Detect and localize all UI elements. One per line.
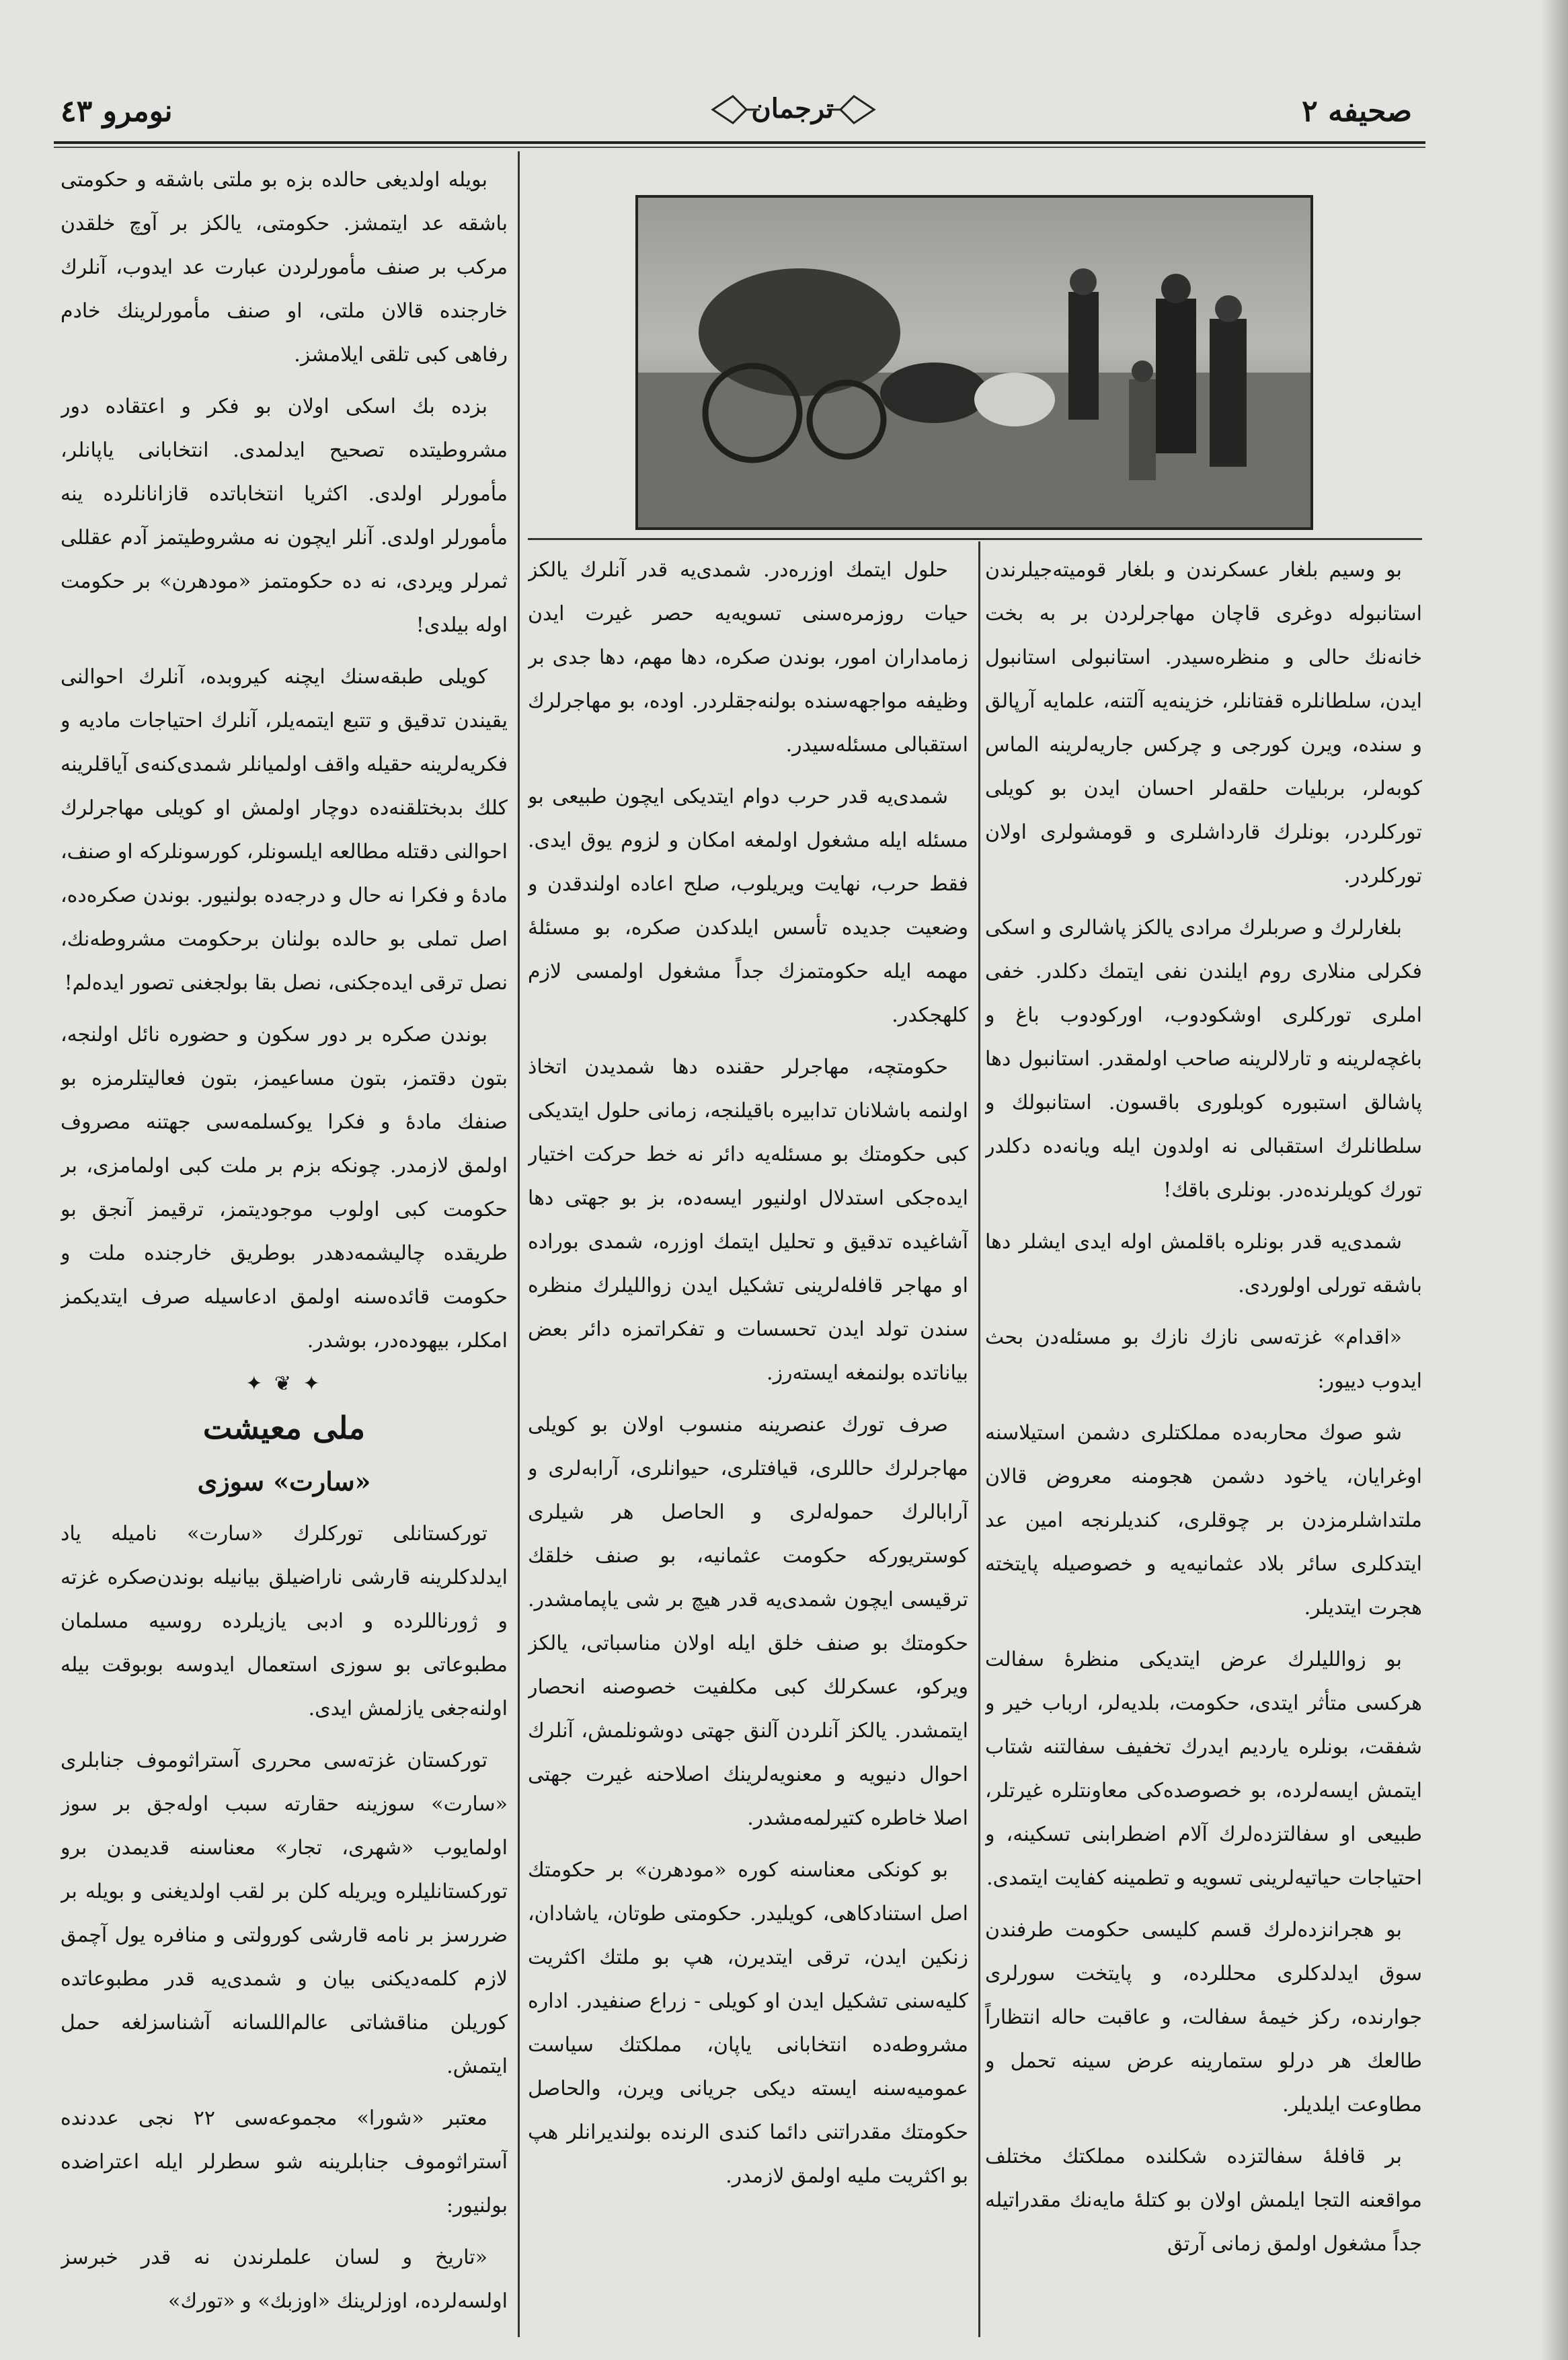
paragraph: حلول ایتمك اوزره‌در. شمدی‌یه قدر آنلرك یالکز حیات روزمره‌سنی تسویه‌یه حصر غیرت ایدن زمامداران امور، بوندن صکره، دها مهم، دها جدی بر وظیفه مواجهه‌سنده بولنه‌جقلردر. اوده، بو مهاجرلرك استقبالی مسئله‌سیدر. [528,558,968,757]
paragraph: بو هجرانزده‌لرك قسم کلیسی حکومت طرفندن سوق ایدلدکلری محللرده، و پایتخت سورلری جوارنده، رکز خیمهٔ سفالت، و عاقبت حاله انتظاراً طالعك هر درلو ستمارینه عرض سینه تحمل و مطاوعت ایلدیلر. [985,1918,1422,2117]
page-number: صحیفه ٢ [1302,94,1412,128]
paragraph: بر قافلهٔ سفالتزده شکلنده مملکتك مختلف مواقعنه التجا ایلمش اولان بو کتلهٔ مایه‌نك مقدراتیله جداً مشغول اولمق زمانی آرتق [985,2145,1422,2256]
paragraph: بزده بك اسکی اولان بو فکر و اعتقاده دور مشروطیتده تصحیح ایدلمدی. انتخابانی یاپانلر، مأمورلر اولدی. اکثریا انتخاباتده قازانانلرده ینه مأمورلر اولدی. آنلر ایچون نه مشروطیتمز آدم عقللی ثمرلر ویردی، نه ده حکومتمز «مودهرن» بر حکومت اوله بیلدی! [61,395,508,637]
masthead-rule [54,141,1425,144]
column-rule-middle [978,541,980,2337]
paragraph: شو صوك محاربه‌ده مملکتلری دشمن استیلاسنه اوغرایان، یاخود دشمن هجومنه معروض قالان ملتداشلرمزدن بر چوقلری، کندیلرنجه امین عد ایتدکلری سائر بلاد عثمانیه‌یه و خصوصیله پایتخته هجرت ایتدیلر. [985,1421,1422,1620]
paragraph: بلغارلرك و صربلرك مرادی یالکز پاشالری و اسکی فکرلی منلاری روم ایلندن نفی ایتمك دکلدر. خفی املری تورکلری اوشکودوب، اورکودوب باغ و باغچه‌لرینه و تارلالرینه صاحب اولمقدر. استانبول دها پاشالق استبوره کوبلوری باقسون. استانبولك و سلطانلرك استقبالی نه اولدون ایله ویانه‌ده دکلدر تورك کویلرنده‌در. بونلری باقك! [985,916,1422,1202]
paragraph: شمدی‌یه قدر بونلره باقلمش اوله ایدی ایشلر دها باشقه تورلی اولوردی. [985,1230,1422,1297]
paragraph: توركستانلی توركلرك «سارت» نامیله یاد ایدلدکلرینه قارشی ناراضیلق بیانیله بوندن‌صکره غزته و ژورناللرده و ادبی یازیلرده روسیه مسلمان مطبوعاتی بو سوزی استعمال ایدوسه بوبوقت بیله اولنه‌جغی یازلمش ایدی. [61,1522,508,1720]
issue-number: نومرو ٤٣ [61,94,173,128]
paragraph: شمدی‌یه قدر حرب دوام ایتدیکی ایچون طبیعی بو مسئله ایله مشغول اولمغه امکان و لزوم یوق ایدی. فقط حرب، نهایت ویریلوب، صلح اعاده اولندقدن و وضعیت جدیده تأسس ایلدکدن صکره، بو مسئلهٔ مهمه ایله حکومتمزك جداً مشغول اولمسی لازم کلهجکدر. [528,785,968,1027]
newspaper-title: ترجمان [751,93,834,124]
paragraph: حکومتچه، مهاجرلر حقنده دها شمدیدن اتخاذ اولنمه باشلانان تدابیره باقیلنجه، زمانی حلول ایتدیکی کبی حکومتك بو مسئله‌یه دائر نه خط حرکت اختیار ایده‌جکی استدلال اولنیور ایسه‌ده، بز بو جهتی دها آشاغیده تدقیق و تحلیل ایتمك اوزره، شمدی بوراده او مهاجر قافله‌لرینی تشکیل ایدن زواللیلرك منظره سندن تولد ایدن تحسسات و تفکراتمزه دائر بعض بیاناتده بولنمغه ایسته‌رز. [528,1055,968,1385]
paragraph: «اقدام» غزته‌سی نازك نازك بو مسئله‌دن بحث ایدوب دییور: [985,1326,1422,1393]
paragraph: «تاریخ و لسان علملرندن نه قدر خبرسز اولسه‌لرده، اوزلرینك «اوزبك» و «تورك» [61,2246,508,2313]
section-title: ملی معیشت [202,1410,366,1446]
paragraph: صرف تورك عنصرینه منسوب اولان بو کویلی مهاجرلرك حاللری، قیافتلری، حیوانلری، آرابه‌لری و آرابالرك حموله‌لری و الحاصل هر شیلری کوستریورکه حکومت عثمانیه، بو صنف خلقك ترقیسی ایچون شمدی‌یه قدر هیچ بر شی یاپمامشدر. حکومتك بو صنف خلق ایله اولان مناسباتی، یالکز ویرکو، عسکرلك کبی مکلفیت خصوصنه انحصار ایتمشدر. یالکز آنلردن آلنق جهتی دوشونلمش، آنلرك احوال دنیویه و معنویه‌لرینك اصلاحنه غیرت جهتی اصلا خاطره کتیرلمه‌مشدر. [528,1413,968,1830]
section-subtitle: «سارت» سوزی [197,1466,371,1496]
masthead-rule-thin [54,147,1425,148]
paragraph: بویله اولدیغی حالده بزه بو ملتی باشقه و حکومتی باشقه عد ایتمشز. حکومتی، یالکز بر آوچ خلقدن مرکب بر صنف مأمورلردن عبارت عد ایدوب، آنلرك خارجنده قالان ملتی، او صنف مأمورلرینك خادم رفاهی کبی تلقی ایلامشز. [61,168,508,367]
column-middle [528,548,968,2330]
paragraph: بو کونکی معناسنه کوره «مودهرن» بر حکومتك اصل استنادکاهی، کویلیدر. حکومتی طوتان، یاشادان، زنکین ایدن، ترقی ایتدیرن، هپ بو ملتك اکثریت کلیه‌سنی تشکیل ایدن او کویلی - زراع صنفیدر. اداره مشروطه‌ده انتخابانی یاپان، مملکتك سیاست عمومیه‌سنه ایسته دیکی جریانی ویرن، والحاصل حکومتك مقدراتنی دائما کندی الرنده بولندیرانلر هپ بو اکثریت ملیه اولمق لازمدر. [528,1858,968,2188]
photo-rule [528,538,1422,540]
newspaper-title-box [706,86,881,133]
column-right [985,548,1422,2330]
paragraph: بو زواللیلرك عرض ایتدیکی منظرهٔ سفالت هرکسی متأثر ایتدی، حکومت، بلدیه‌لر، ارباب خیر و شفقت، بونلره یاردیم ایدرك تخفیف سفالتنه شتاب ایتمش ایسه‌لرده، بو خصوصده‌کی معاونتلره غیرتلر، طبیعی او سفالتزده‌لرك آلام اضطرابنی تسکینه، و احتیاجات حیاتیه‌لرینی تسویه و تطمینه کفایت ایتمدی. [985,1648,1422,1890]
paragraph: کویلی طبقه‌سنك ایچنه کیروبده، آنلرك احوالنی یقیندن تدقیق و تتبع ایتمه‌یلر، آنلرك احتیاجات مادیه و فکریه‌لرینه حقیله واقف اولمیانلر شمدی‌کنه‌ی آیاقلرینه کلك بدبختلقنه‌ده دوچار اولمش او کویلی مهاجرلرك احوالنی دقتله مطالعه ایلسونلر، کورسونلرکه او صنف، مادهٔ و فکرا نه حال و درجه‌ده بولنیور. بوندن صکره‌ده، اصل تملی بو حالده بولنان برحکومت مشروطه‌نك، نصل ترقی ایده‌جکنی، نصل بقا بولجغنی تصور ایده‌لم! [61,665,508,995]
photo-illustration [638,198,1310,527]
page-binding-shadow [1541,0,1568,2360]
section-ornament: ✦ ❦ ✦ [245,1372,323,1396]
column-left [61,158,508,2330]
paragraph: معتبر «شورا» مجموعه‌سی ٢٢ نجی عددنده آستراثوموف جنابلرینه شو سطرلر ایله اعتراضده بولنیور: [61,2106,508,2217]
masthead [61,86,1412,140]
refugee-caravan-photo [635,195,1313,530]
paragraph: بوندن صکره بر دور سکون و حضوره نائل اولنجه، بتون دقتمز، بتون مساعیمز، بتون فعالیتلرمزه بو صنفك مادهٔ و فکرا یوکسلمه‌سی جهتنه مصروف اولمق لازمدر. چونکه بزم بر ملت کبی اولمامزی، بر حکومت کبی اولوب موجودیتمز، ترقیمز آنجق بو طریقده چالیشمه‌دهدر بوطریق خارجنده ملت و حکومت قائده‌سنه اولمق ادعاسیله صرف ایتدیکمز امکلر، بیهوده‌در، بوشدر. [61,1023,508,1353]
column-rule-left [518,151,520,2337]
paragraph: توركستان غزته‌سی محرری آستراثوموف جنابلری «سارت» سوزینه حقارته سبب اوله‌جق بر سوز اولمایوب «شهری، تجار» معناسنه قدیمدن برو توركستانلیلره ویریله کلن بر لقب اولدیغنی و بویله بر ضررسز بر نامه قارشی کورولتی و منافره یول آچمق لازم کلمه‌دیکنی بیان و شمدی‌یه قدر مطبوعاتده کوریلن مناقشاتی عالم‌اللسانه آشناسزلغه حمل ایتمش. [61,1749,508,2078]
paragraph: بو وسیم بلغار عسکرندن و بلغار قومیته‌جیلرندن استانبوله دوغری قاچان مهاجرلردن بر به بخت خانه‌نك حالی و منظره‌سیدر. استانبولی استانبول ایدن، سلطانلره قفتانلر، خزینه‌یه آلتنه، علمایه آرپالق و سنده، ویرن کورجی و چرکس جاریه‌لرینه الماس کوبه‌لر، بربلیات حلقه‌لر احسان ایدن بو کویلی تورکلردر، بونلرك قارداشلری و قومشولری اولان تورکلردر. [985,558,1422,888]
